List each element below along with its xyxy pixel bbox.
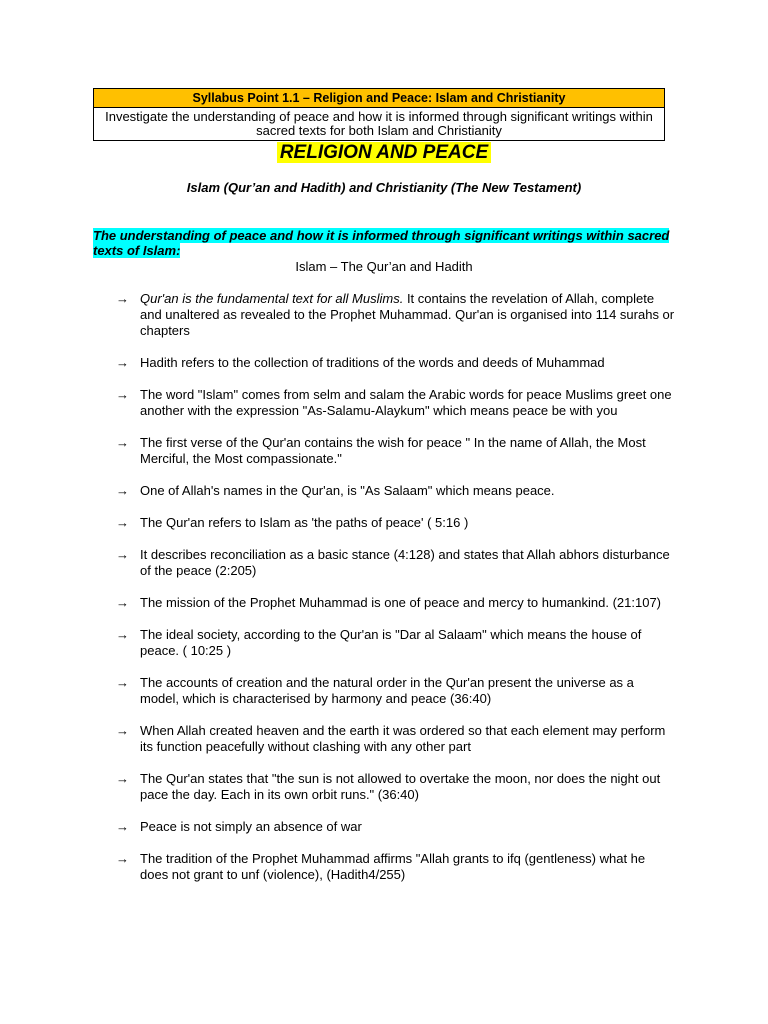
arrow-icon: → [116,851,129,866]
bullet-item [116,627,676,659]
bullet-text: The mission of the Prophet Muhammad is one of peace and mercy to humankind. (21:107) [140,595,662,610]
section-heading-wrap [93,228,683,258]
bullet-item [116,595,676,611]
arrow-icon: → [116,483,129,498]
bullet-text: The accounts of creation and the natural order in the Qur'an present the universe as a model, which is characterised by harmony and peace (36:40) [140,675,634,706]
bullet-text: When Allah created heaven and the earth it was ordered so that each element may perform its function peacefully without clashing with any other part [140,723,666,754]
bullet-text: The first verse of the Qur'an contains the wish for peace " In the name of Allah, the Most Merciful, the Most compassionate." [140,435,646,466]
bullet-item [116,547,676,579]
bullet-item [116,771,676,803]
bullet-item [116,435,676,467]
page-title-wrap [0,142,768,164]
bullet-item [116,355,676,371]
bullet-item [116,675,676,707]
bullet-text: It describes reconciliation as a basic stance (4:128) and states that Allah abhors disturbance of the peace (2:205) [140,547,670,578]
arrow-icon: → [116,675,129,690]
page-subtitle: Islam (Qur’an and Hadith) and Christianity (The New Testament) [186,180,582,195]
bullet-text: The ideal society, according to the Qur'an is "Dar al Salaam" which means the house of peace. ( 10:25 ) [140,627,642,658]
syllabus-box [93,88,665,141]
bullet-item [116,723,676,755]
bullet-text: The tradition of the Prophet Muhammad affirms "Allah grants to ifq (gentleness) what he does not grant to unf (violence), (Hadith4/255) [140,851,646,882]
bullet-item [116,851,676,883]
bullet-text: It contains the revelation of Allah, complete and unaltered as revealed to the Prophet Muhammad. Qur'an is organised into 114 surahs or chapters [140,291,675,338]
bullet-text: Peace is not simply an absence of war [140,819,362,834]
syllabus-header: Syllabus Point 1.1 – Religion and Peace: Islam and Christianity [94,89,664,108]
arrow-icon: → [116,387,129,402]
bullet-text: The Qur'an states that "the sun is not allowed to overtake the moon, nor does the night out pace the day. Each in its own orbit runs." (36:40) [140,771,661,802]
bullet-text: The Qur'an refers to Islam as 'the paths of peace' ( 5:16 ) [140,515,469,530]
bullet-text: The word "Islam" comes from selm and salam the Arabic words for peace Muslims greet one another with the expression "As-Salamu-Alaykum" which means peace be with you [140,387,672,418]
arrow-icon: → [116,435,129,450]
arrow-icon: → [116,291,129,306]
arrow-icon: → [116,547,129,562]
page-title: RELIGION AND PEACE [277,142,491,163]
bullet-text: Hadith refers to the collection of traditions of the words and deeds of Muhammad [140,355,605,370]
arrow-icon: → [116,819,129,834]
section-heading: The understanding of peace and how it is informed through significant writings within sacred texts of Islam: [93,228,670,258]
bullet-item [116,291,676,339]
arrow-icon: → [116,771,129,786]
bullet-item [116,515,676,531]
arrow-icon: → [116,355,129,370]
bullet-item [116,819,676,835]
arrow-icon: → [116,595,129,610]
bullet-list [116,291,676,883]
bullet-item [116,483,676,499]
arrow-icon: → [116,723,129,738]
section-subheading: Islam – The Qur’an and Hadith [295,259,473,274]
bullet-item [116,387,676,419]
syllabus-description: Investigate the understanding of peace and how it is informed through significant writings within sacred texts for both Islam and Christianity [105,109,653,138]
bullet-lead: Qur'an is the fundamental text for all Muslims. [140,291,404,306]
arrow-icon: → [116,515,129,530]
bullet-text: One of Allah's names in the Qur'an, is "As Salaam" which means peace. [140,483,555,498]
arrow-icon: → [116,627,129,642]
